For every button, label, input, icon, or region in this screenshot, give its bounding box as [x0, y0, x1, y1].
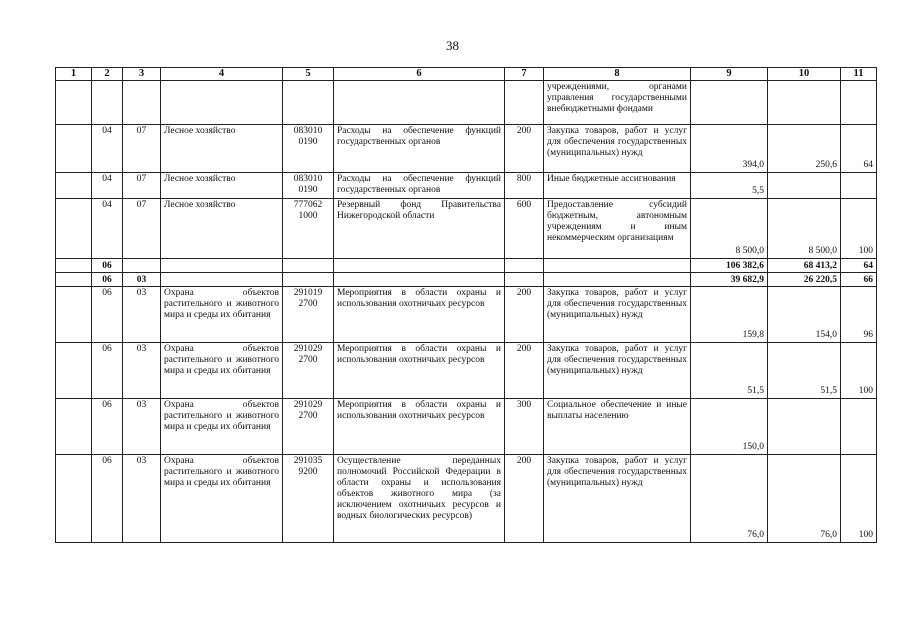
table-cell: 03: [123, 399, 161, 455]
table-cell: 03: [123, 343, 161, 399]
table-cell: [544, 273, 691, 287]
table-cell: Охрана объектов растительного и животного мира и среды их обитания: [161, 399, 283, 455]
table-cell: 100: [841, 199, 877, 259]
table-cell: Социальное обеспечение и иные выплаты населению: [544, 399, 691, 455]
table-cell: Охрана объектов растительного и животного мира и среды их обитания: [161, 455, 283, 543]
table-cell: [56, 173, 92, 199]
table-cell: Закупка товаров, работ и услуг для обеспечения государственных (муниципальных) нужд: [544, 343, 691, 399]
table-row: [56, 343, 877, 399]
table-cell: 07: [123, 199, 161, 259]
table-cell: [161, 81, 283, 125]
table-cell: 06: [92, 259, 123, 273]
table-cell: [768, 173, 841, 199]
table-cell: 8 500,0: [691, 199, 768, 259]
table-cell: 51,5: [691, 343, 768, 399]
table-cell: 51,5: [768, 343, 841, 399]
table-cell: 083010 0190: [283, 125, 334, 173]
table-cell: [123, 81, 161, 125]
table-cell: Охрана объектов растительного и животного мира и среды их обитания: [161, 287, 283, 343]
table-cell: 291019 2700: [283, 287, 334, 343]
table-cell: 159,8: [691, 287, 768, 343]
table-cell: [334, 273, 505, 287]
table-cell: 76,0: [768, 455, 841, 543]
table-cell: [841, 399, 877, 455]
table-cell: [56, 125, 92, 173]
table-cell: 291029 2700: [283, 343, 334, 399]
table-cell: 100: [841, 455, 877, 543]
table-cell: [56, 399, 92, 455]
col-header: 3: [123, 68, 161, 81]
table-cell: 03: [123, 287, 161, 343]
table-cell: 64: [841, 259, 877, 273]
table-cell: 100: [841, 343, 877, 399]
table-cell: Закупка товаров, работ и услуг для обеспечения государственных (муниципальных) нужд: [544, 287, 691, 343]
table-cell: 777062 1000: [283, 199, 334, 259]
table-cell: Мероприятия в области охраны и использования охотничьих ресурсов: [334, 343, 505, 399]
header-row: [56, 68, 877, 81]
table-cell: [161, 259, 283, 273]
table-row: [56, 399, 877, 455]
col-header: 2: [92, 68, 123, 81]
table-cell: [505, 259, 544, 273]
table-cell: Расходы на обеспечение функций государственных органов: [334, 125, 505, 173]
table-cell: [334, 81, 505, 125]
table-cell: Предоставление субсидий бюджетным, автономным учреждениям и иным некоммерческим организациям: [544, 199, 691, 259]
table-row: [56, 81, 877, 125]
table-cell: [841, 81, 877, 125]
subtotal-row: [56, 273, 877, 287]
table-cell: 04: [92, 199, 123, 259]
table-cell: 150,0: [691, 399, 768, 455]
table-cell: 07: [123, 173, 161, 199]
table-cell: [123, 259, 161, 273]
table-cell: 64: [841, 125, 877, 173]
table-cell: Мероприятия в области охраны и использования охотничьих ресурсов: [334, 287, 505, 343]
table-cell: Закупка товаров, работ и услуг для обеспечения государственных (муниципальных) нужд: [544, 455, 691, 543]
table-cell: 07: [123, 125, 161, 173]
table-cell: [334, 259, 505, 273]
table-row: [56, 173, 877, 199]
table-cell: [544, 259, 691, 273]
table-cell: 06: [92, 455, 123, 543]
col-header: 6: [334, 68, 505, 81]
table-cell: [841, 173, 877, 199]
table-cell: [768, 399, 841, 455]
table-cell: 200: [505, 287, 544, 343]
table-row: [56, 455, 877, 543]
table-row: [56, 287, 877, 343]
budget-table: [55, 67, 877, 543]
table-cell: 250,6: [768, 125, 841, 173]
table-cell: 96: [841, 287, 877, 343]
table-cell: 04: [92, 173, 123, 199]
table-cell: Закупка товаров, работ и услуг для обеспечения государственных (муниципальных) нужд: [544, 125, 691, 173]
table-cell: Мероприятия в области охраны и использования охотничьих ресурсов: [334, 399, 505, 455]
table-cell: Лесное хозяйство: [161, 125, 283, 173]
table-cell: 200: [505, 343, 544, 399]
table-cell: 66: [841, 273, 877, 287]
table-cell: 06: [92, 287, 123, 343]
table-cell: [283, 273, 334, 287]
table-cell: 154,0: [768, 287, 841, 343]
table-cell: Иные бюджетные ассигнования: [544, 173, 691, 199]
table-cell: Расходы на обеспечение функций государственных органов: [334, 173, 505, 199]
table-cell: [283, 81, 334, 125]
table-cell: Осуществление переданных полномочий Российской Федерации в области охраны и использования объектов животного мира (за исключением охотничьих ресурсов и водных биологических ресурсов): [334, 455, 505, 543]
table-cell: Резервный фонд Правительства Нижегородской области: [334, 199, 505, 259]
table-cell: 03: [123, 273, 161, 287]
table-cell: [56, 287, 92, 343]
table-cell: 300: [505, 399, 544, 455]
table-cell: 083010 0190: [283, 173, 334, 199]
table-cell: [505, 273, 544, 287]
table-cell: [283, 259, 334, 273]
table-cell: [56, 455, 92, 543]
col-header: 4: [161, 68, 283, 81]
col-header: 10: [768, 68, 841, 81]
col-header: 8: [544, 68, 691, 81]
table-cell: [56, 81, 92, 125]
col-header: 9: [691, 68, 768, 81]
table-cell: [691, 81, 768, 125]
page-number: 38: [446, 38, 459, 53]
subtotal-row: [56, 259, 877, 273]
table-cell: 200: [505, 455, 544, 543]
col-header: 7: [505, 68, 544, 81]
table-row: [56, 125, 877, 173]
table-cell: 394,0: [691, 125, 768, 173]
table-cell: 291029 2700: [283, 399, 334, 455]
table-cell: 39 682,9: [691, 273, 768, 287]
table-cell: 03: [123, 455, 161, 543]
table-cell: 600: [505, 199, 544, 259]
table-cell: Лесное хозяйство: [161, 173, 283, 199]
table-cell: 06: [92, 273, 123, 287]
table-cell: [56, 259, 92, 273]
table-row: [56, 199, 877, 259]
table-cell: [161, 273, 283, 287]
table-cell: 06: [92, 399, 123, 455]
col-header: 11: [841, 68, 877, 81]
table-cell: Охрана объектов растительного и животного мира и среды их обитания: [161, 343, 283, 399]
table-cell: 200: [505, 125, 544, 173]
col-header: 1: [56, 68, 92, 81]
table-cell: 5,5: [691, 173, 768, 199]
table-cell: 800: [505, 173, 544, 199]
table-cell: [92, 81, 123, 125]
table-cell: [56, 273, 92, 287]
table-cell: 76,0: [691, 455, 768, 543]
table-cell: 291035 9200: [283, 455, 334, 543]
col-header: 5: [283, 68, 334, 81]
table-cell: [505, 81, 544, 125]
table-cell: 8 500,0: [768, 199, 841, 259]
table-cell: 106 382,6: [691, 259, 768, 273]
table-cell: 06: [92, 343, 123, 399]
table-cell: 26 220,5: [768, 273, 841, 287]
table-cell: [56, 199, 92, 259]
table-cell: Лесное хозяйство: [161, 199, 283, 259]
table-cell: 68 413,2: [768, 259, 841, 273]
table-cell: 04: [92, 125, 123, 173]
expense-type: учреждениями, органами управления государственными внебюджетными фондами: [544, 81, 691, 125]
table-cell: [56, 343, 92, 399]
table-cell: [768, 81, 841, 125]
